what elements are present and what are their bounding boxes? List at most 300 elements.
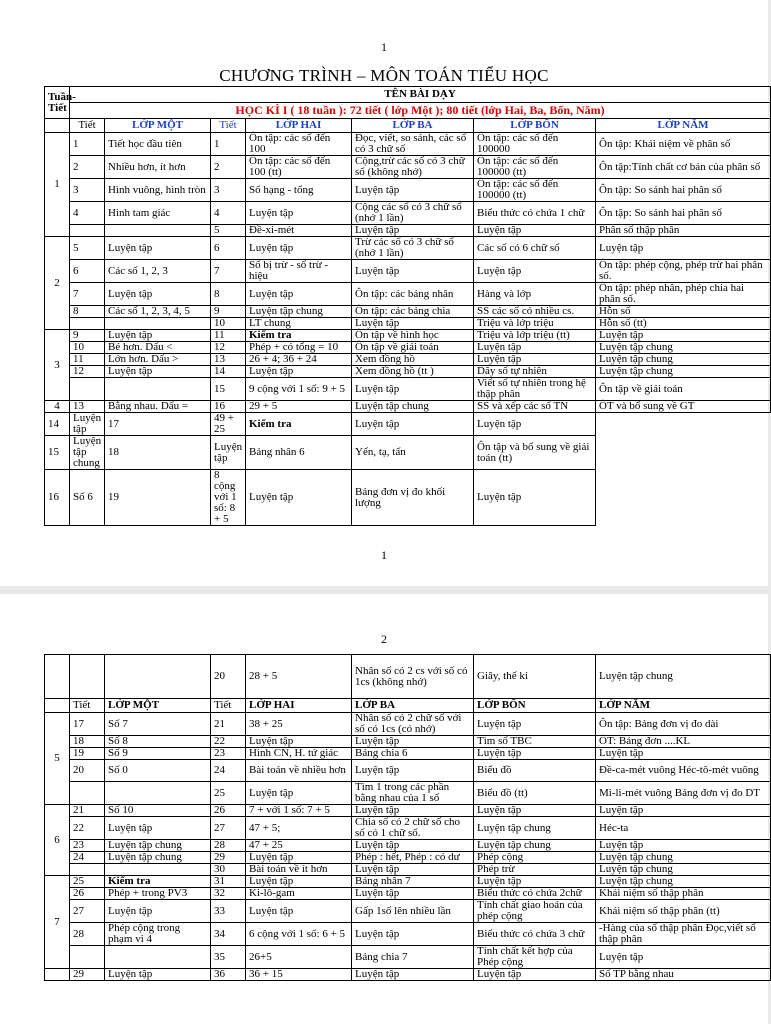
cell-lop-hai: Luyện tập [246, 366, 352, 378]
cell-tiet-2: 16 [211, 401, 246, 413]
cell-lop-hai: 26+5 [246, 946, 352, 969]
cell-lop-nam: Luyện tập [596, 237, 771, 260]
cell-lop-bon: Hàng và lớp [474, 283, 596, 306]
cell-tiet: 12 [70, 366, 105, 378]
cell-lop-nam: Số TP bằng nhau [596, 969, 771, 981]
cell-tiet: 6 [70, 260, 105, 283]
cell-lop-ba: Bảng nhân 6 [246, 436, 352, 470]
header-ten-bai-day: TÊN BÀI DẠY [70, 87, 771, 103]
table-row [45, 864, 771, 876]
cell-tiet: 18 [70, 736, 105, 748]
cell-lop-hai: Ôn tập: các số đến 100 (tt) [246, 156, 352, 179]
cell-lop-hai: 29 + 5 [246, 401, 352, 413]
cell-tiet: 19 [70, 748, 105, 760]
cell-lop-ba: Luyện tập [352, 805, 474, 817]
cell-lop-hai: Kiểm tra [246, 330, 352, 342]
table-row [45, 852, 771, 864]
table-row [45, 306, 771, 318]
cell-lop-nam: -Hàng của số thập phân Đọc,viết số thập phân [596, 923, 771, 946]
cell-tiet-2: 6 [211, 237, 246, 260]
cell-tiet-2: 25 [211, 782, 246, 805]
cell-lop-hai: Luyện tập [246, 283, 352, 306]
cell-lop-hai: Luyện tập [246, 876, 352, 888]
header-lop-ba: LỚP BA [352, 119, 474, 133]
table-row [45, 760, 771, 782]
cell-lop-hai: Ôn tập: các số đến 100 [246, 133, 352, 156]
cell-lop-mot: Lớn hơn. Dấu > [105, 354, 211, 366]
cell-lop-nam: Luyện tập chung [596, 366, 771, 378]
cell-lop-ba: Xem đồng hồ (tt ) [352, 366, 474, 378]
cell-lop-nam: Phân số thập phân [596, 225, 771, 237]
cell-tiet: 26 [70, 888, 105, 900]
cell-lop-ba: Nhân số có 2 cs với số có 1cs (không nhớ) [352, 655, 474, 699]
cell-lop-ba: Xem đồng hồ [352, 354, 474, 366]
cell-lop-nam: Luyện tập [596, 805, 771, 817]
header-lop-nam: LỚP NĂM [596, 119, 771, 133]
semester-heading: HỌC KÌ I ( 18 tuần ): 72 tiết ( lớp Một ); 80 tiết (lớp Hai, Ba, Bốn, Năm) [70, 103, 771, 119]
cell-lop-mot: Phép + trong PV3 [105, 888, 211, 900]
cell-tiet-2: 26 [211, 805, 246, 817]
cell-lop-bon: Các số có 6 chữ số [474, 237, 596, 260]
cell-tiet-2: 33 [211, 900, 246, 923]
cell-lop-nam: Luyện tập [596, 748, 771, 760]
table-row [45, 900, 771, 923]
cell-lop-ba: Ôn tập: các bảng chia [352, 306, 474, 318]
cell-lop-bon: Luyện tập [474, 748, 596, 760]
table-row [45, 225, 771, 237]
cell-lop-mot: Luyện tập chung [105, 840, 211, 852]
cell-tiet-2: 13 [211, 354, 246, 366]
cell-lop-mot [105, 782, 211, 805]
cell-tiet-2: 20 [211, 655, 246, 699]
cell-lop-nam: Ôn tập: Khái niệm về phân số [596, 133, 771, 156]
cell-lop-nam: Luyện tập chung [596, 876, 771, 888]
cell-lop-nam: Ôn tập: phép cộng, phép trừ hai phân số. [596, 260, 771, 283]
cell-lop-bon: Luyện tập [474, 969, 596, 981]
cell-lop-ba: Luyện tập [352, 864, 474, 876]
cell-tiet-2: 35 [211, 946, 246, 969]
cell-lop-ba: Luyện tập [352, 888, 474, 900]
cell-lop-mot: Số 10 [105, 805, 211, 817]
table-row [45, 436, 771, 470]
cell-tiet: 4 [70, 202, 105, 225]
cell-lop-hai: Luyện tập [246, 852, 352, 864]
cell-lop-bon: Giây, thế kỉ [474, 655, 596, 699]
cell-lop-hai: Số hạng - tổng [246, 179, 352, 202]
cell-tuan: 7 [45, 876, 70, 969]
cell-lop-nam: Luyện tập chung [596, 342, 771, 354]
cell-tiet: 1 [70, 133, 105, 156]
cell-tiet: 10 [70, 342, 105, 354]
cell-lop-ba: Bảng chia 7 [352, 946, 474, 969]
cell-lop-bon: Luyện tập [474, 805, 596, 817]
cell-lop-hai: 47 + 5; [246, 817, 352, 840]
curriculum-table-2 [44, 654, 771, 981]
header-lop-mot: LỚP MỘT [105, 699, 211, 713]
cell-lop-mot: Luyện tập chung [70, 436, 105, 470]
cell-lop-ba: Cộng các số có 3 chữ số (nhớ 1 lần) [352, 202, 474, 225]
table-row [45, 888, 771, 900]
cell-lop-ba: Ôn tập: các bảng nhân [352, 283, 474, 306]
cell-lop-bon: Ôn tập: các số đến 100000 (tt) [474, 179, 596, 202]
cell-lop-nam: Ôn tập: So sánh hai phân số [596, 202, 771, 225]
cell-lop-mot [105, 225, 211, 237]
cell-lop-bon: Luyện tập chung [474, 817, 596, 840]
cell-lop-bon: Tính chất giao hoán của phép cộng [474, 900, 596, 923]
cell-tiet-2: 15 [211, 378, 246, 401]
header-tuan-tiet: Tuần-Tiết [45, 87, 70, 119]
cell-lop-bon: Phép cộng [474, 852, 596, 864]
table-row [45, 782, 771, 805]
cell-tiet: 25 [70, 876, 105, 888]
cell-lop-bon: Luyện tập [474, 342, 596, 354]
cell-lop-mot: Tiết học đầu tiên [105, 133, 211, 156]
cell-lop-nam: ÔT: Bảng đơn ....KL [596, 736, 771, 748]
cell-tiet-2: 23 [211, 748, 246, 760]
cell-lop-ba: Luyện tập [352, 840, 474, 852]
page-number-bottom: 1 [381, 548, 387, 562]
cell-lop-nam: Hỗn số (tt) [596, 318, 771, 330]
cell-lop-nam: Ôn tập: phép nhân, phép chia hai phân số. [596, 283, 771, 306]
cell-lop-bon: Luyện tập [474, 713, 596, 736]
cell-lop-nam: Hỗn số [596, 306, 771, 318]
cell-lop-nam: Luyện tập [596, 946, 771, 969]
table-row [45, 133, 771, 156]
cell-lop-bon: Biểu thức có chứa 2chữ [474, 888, 596, 900]
cell-tiet-2: 5 [211, 225, 246, 237]
cell-lop-hai: 38 + 25 [246, 713, 352, 736]
cell-lop-ba: Luyện tập [352, 318, 474, 330]
cell-tiet: 27 [70, 900, 105, 923]
cell-lop-bon: Yến, tạ, tấn [352, 436, 474, 470]
cell-lop-bon: Luyện tập [474, 876, 596, 888]
cell-lop-nam: Luyện tập chung [596, 655, 771, 699]
table-row [45, 805, 771, 817]
cell-lop-ba: Kiểm tra [246, 413, 352, 436]
cell-lop-ba: Luyện tập [352, 378, 474, 401]
cell-tiet [70, 225, 105, 237]
cell-lop-bon: Biểu đồ (tt) [474, 782, 596, 805]
cell-lop-hai: 28 + 5 [246, 655, 352, 699]
header-lop-bon: LỚP BỐN [474, 699, 596, 713]
cell-lop-hai: Luyện tập [246, 202, 352, 225]
header-lop-hai: LỚP HAI [246, 119, 352, 133]
cell-tiet-2: 21 [211, 713, 246, 736]
cell-lop-bon: SS các số có nhiều cs. [474, 306, 596, 318]
cell-lop-mot [105, 946, 211, 969]
cell-tiet: 9 [70, 330, 105, 342]
cell-lop-nam: Luyện tập [596, 840, 771, 852]
cell-tiet: 7 [70, 283, 105, 306]
cell-lop-bon: Luyện tập [474, 260, 596, 283]
cell-lop-ba: Luyện tập [352, 760, 474, 782]
cell-lop-ba: Cộng,trừ các số có 3 chữ số (không nhớ) [352, 156, 474, 179]
table-row [45, 366, 771, 378]
cell-tiet: 16 [45, 470, 70, 526]
cell-tiet: 15 [45, 436, 70, 470]
cell-lop-mot: Nhiều hơn, ít hơn [105, 156, 211, 179]
cell-tuan: 5 [45, 713, 70, 805]
cell-tiet: 2 [70, 156, 105, 179]
cell-tuan: 1 [45, 133, 70, 237]
table-row [45, 923, 771, 946]
table-row [45, 283, 771, 306]
cell-tiet [70, 655, 105, 699]
cell-lop-mot [105, 655, 211, 699]
header-lop-bon: LỚP BỐN [474, 119, 596, 133]
cell-lop-hai: 36 + 15 [246, 969, 352, 981]
cell-lop-nam: Luyện tập chung [596, 354, 771, 366]
cell-tiet-2: 36 [211, 969, 246, 981]
cell-lop-nam: Héc-ta [596, 817, 771, 840]
cell-lop-nam: Ôn tập:Tính chất cơ bản của phân số [596, 156, 771, 179]
cell-lop-bon: Biểu đồ [474, 760, 596, 782]
cell-tiet: 17 [70, 713, 105, 736]
cell-lop-mot: Số 7 [105, 713, 211, 736]
cell-tiet-2: 32 [211, 888, 246, 900]
cell-lop-hai: Bài toán về ít hơn [246, 864, 352, 876]
cell-tiet-2: 2 [211, 156, 246, 179]
cell-lop-hai: Luyện tập [246, 736, 352, 748]
table-row [45, 156, 771, 179]
cell-lop-nam: Ôn tập: So sánh hai phân số [596, 179, 771, 202]
table-row [45, 202, 771, 225]
table-row [45, 748, 771, 760]
cell-tiet: 23 [70, 840, 105, 852]
cell-tiet-2: 29 [211, 852, 246, 864]
cell-lop-hai: Số bị trừ - số trừ - hiệu [246, 260, 352, 283]
cell-lop-ba: Gấp 1số lên nhiều lần [352, 900, 474, 923]
cell-lop-bon: Biểu thức có chứa 1 chữ [474, 202, 596, 225]
table-row [45, 354, 771, 366]
cell-lop-mot: Luyện tập [70, 413, 105, 436]
cell-lop-mot: Phép cộng trong phạm vi 4 [105, 923, 211, 946]
cell-lop-ba: Nhân số có 2 chữ số với số có 1cs (có nhớ) [352, 713, 474, 736]
cell-tiet [70, 318, 105, 330]
table-row [45, 969, 771, 981]
cell-lop-bon: Ôn tập: các số đến 100000 (tt) [474, 156, 596, 179]
header-lop-ba: LỚP BA [352, 699, 474, 713]
cell-tuan: 2 [45, 237, 70, 330]
cell-lop-hai: Luyện tập [246, 900, 352, 923]
cell-tiet [70, 782, 105, 805]
cell-tiet-2: 18 [105, 436, 211, 470]
cell-lop-mot: Hình vuông, hình tròn [105, 179, 211, 202]
cell-lop-ba: Ôn tập về giải toán [352, 342, 474, 354]
table-row [45, 318, 771, 330]
table-row [45, 470, 771, 526]
cell-tiet-2: 28 [211, 840, 246, 852]
table-row [45, 378, 771, 401]
header-tiet: Tiết [70, 699, 105, 713]
cell-lop-mot [105, 318, 211, 330]
cell-tiet: 22 [70, 817, 105, 840]
table-row [45, 840, 771, 852]
cell-lop-ba: Luyện tập [352, 736, 474, 748]
cell-lop-mot: Các số 1, 2, 3 [105, 260, 211, 283]
header-lop-hai: LỚP HAI [246, 699, 352, 713]
cell-tiet-2: 7 [211, 260, 246, 283]
cell-lop-nam: ÔT và bổ sung về GT [596, 401, 771, 413]
cell-lop-ba: Luyện tập [246, 470, 352, 526]
cell-lop-bon: Luyện tập chung [474, 840, 596, 852]
cell-lop-hai: Luyện tập chung [246, 306, 352, 318]
cell-lop-hai: Bài toán về nhiều hơn [246, 760, 352, 782]
cell-lop-hai: Ki-lô-gam [246, 888, 352, 900]
cell-lop-hai: 26 + 4; 36 + 24 [246, 354, 352, 366]
cell-tuan: 3 [45, 330, 70, 401]
cell-lop-mot: Luyện tập [105, 237, 211, 260]
cell-tiet [70, 864, 105, 876]
cell-lop-bon: Bảng đơn vị đo khối lượng [352, 470, 474, 526]
cell-lop-ba: Luyện tập [352, 179, 474, 202]
cell-lop-mot: Luyện tập [105, 817, 211, 840]
cell-lop-hai: Luyện tập [211, 436, 246, 470]
cell-tiet: 3 [70, 179, 105, 202]
cell-tiet-2: 3 [211, 179, 246, 202]
cell-tiet [70, 378, 105, 401]
cell-lop-nam: Ôn tập: Bảng đơn vị đo dài [596, 713, 771, 736]
cell-tiet: 20 [70, 760, 105, 782]
cell-lop-mot: Luyện tập [105, 900, 211, 923]
cell-lop-nam: Luyện tập chung [596, 852, 771, 864]
cell-lop-bon: Tính chất kết hợp của Phép cộng [474, 946, 596, 969]
cell-lop-bon: Luyện tập [474, 354, 596, 366]
cell-lop-mot: Kiểm tra [105, 876, 211, 888]
cell-lop-mot: Luyện tập [105, 969, 211, 981]
cell-lop-nam: Đề-ca-mét vuông Héc-tô-mét vuông [596, 760, 771, 782]
cell-lop-nam: Luyện tập chung [596, 864, 771, 876]
cell-tiet: 29 [70, 969, 105, 981]
curriculum-table-1 [44, 86, 771, 526]
cell-lop-mot: Số 9 [105, 748, 211, 760]
cell-tiet-2: 14 [211, 366, 246, 378]
cell-tiet-2: 17 [105, 413, 211, 436]
cell-lop-hai: Phép + có tổng = 10 [246, 342, 352, 354]
cell-lop-hai: Luyện tập [246, 782, 352, 805]
cell-lop-mot: Số 6 [70, 470, 105, 526]
table-row [45, 342, 771, 354]
cell-lop-mot: Bé hơn. Dấu < [105, 342, 211, 354]
header-lop-mot: LỚP MỘT [105, 119, 211, 133]
cell-tuan: 6 [45, 805, 70, 876]
cell-lop-bon: Triệu và lớp triệu [474, 318, 596, 330]
cell-lop-mot [105, 378, 211, 401]
cell-lop-bon: Triệu và lớp triệu (tt) [474, 330, 596, 342]
cell-lop-ba: Bảng chia 6 [352, 748, 474, 760]
cell-tiet: 14 [45, 413, 70, 436]
cell-lop-ba: Chia số có 2 chữ số cho số có 1 chữ số. [352, 817, 474, 840]
cell-lop-nam: Luyện tập [474, 470, 596, 526]
cell-lop-ba: Đọc, viết, so sánh, các số có 3 chữ số [352, 133, 474, 156]
cell-tiet-2: 8 [211, 283, 246, 306]
cell-lop-ba: Luyện tập [352, 969, 474, 981]
cell-lop-hai: LT chung [246, 318, 352, 330]
cell-tiet-2: 9 [211, 306, 246, 318]
cell-lop-hai: Đề-xi-mét [246, 225, 352, 237]
cell-lop-ba: Tìm 1 trong các phần bằng nhau của 1 số [352, 782, 474, 805]
cell-lop-bon: Phép trừ [474, 864, 596, 876]
table-row [45, 876, 771, 888]
cell-tuan: 4 [45, 401, 70, 413]
cell-tiet: 13 [70, 401, 105, 413]
cell-tiet-2: 34 [211, 923, 246, 946]
cell-lop-hai: Luyện tập [246, 237, 352, 260]
cell-lop-ba: Luyện tập chung [352, 401, 474, 413]
cell-lop-mot [105, 864, 211, 876]
page-number-top-2: 2 [381, 632, 387, 646]
header-tiet: Tiết [70, 119, 105, 133]
cell-lop-mot: Luyện tập [105, 283, 211, 306]
table-row [45, 736, 771, 748]
cell-lop-hai: 7 + với 1 số: 7 + 5 [246, 805, 352, 817]
cell-lop-bon: Biểu thức có chứa 3 chữ [474, 923, 596, 946]
table-row [45, 179, 771, 202]
cell-tiet: 8 [70, 306, 105, 318]
cell-tiet-2: 19 [105, 470, 211, 526]
cell-lop-hai: Hình CN, H. tứ giác [246, 748, 352, 760]
cell-tiet: 11 [70, 354, 105, 366]
cell-tiet: 21 [70, 805, 105, 817]
cell-lop-ba: Trừ các số có 3 chữ số (nhớ 1 lần) [352, 237, 474, 260]
table-row [45, 817, 771, 840]
cell-lop-nam: Ôn tập và bổ sung về giải toán (tt) [474, 436, 596, 470]
cell-tuan [45, 969, 70, 981]
cell-lop-mot: Số 8 [105, 736, 211, 748]
cell-lop-mot: Luyện tập chung [105, 852, 211, 864]
cell-tiet [70, 946, 105, 969]
cell-lop-hai: 47 + 25 [246, 840, 352, 852]
cell-lop-nam: Luyện tập [596, 330, 771, 342]
cell-tiet-2: 24 [211, 760, 246, 782]
cell-lop-ba: Luyện tập [352, 260, 474, 283]
cell-lop-mot: Các số 1, 2, 3, 4, 5 [105, 306, 211, 318]
cell-lop-ba: Luyện tập [352, 923, 474, 946]
table-row [45, 713, 771, 736]
header-tiet-2: Tiết [211, 119, 246, 133]
cell-lop-ba: Luyện tập [352, 225, 474, 237]
cell-lop-bon: Dãy số tự nhiên [474, 366, 596, 378]
cell-lop-mot: Bằng nhau. Dấu = [105, 401, 211, 413]
cell-lop-bon: Viết số tự nhiên trong hệ thập phân [474, 378, 596, 401]
cell-lop-bon: SS và xếp các số TN [474, 401, 596, 413]
cell-tiet-2: 10 [211, 318, 246, 330]
cell-tiet-2: 12 [211, 342, 246, 354]
cell-lop-ba: Ôn tập về hình học [352, 330, 474, 342]
cell-lop-bon: Ôn tập: các số đến 100000 [474, 133, 596, 156]
table-row [45, 260, 771, 283]
cell-lop-mot: Hình tam giác [105, 202, 211, 225]
cell-tiet-2: 4 [211, 202, 246, 225]
cell-tiet-2: 11 [211, 330, 246, 342]
table-row [45, 401, 771, 413]
cell-lop-nam: Luyện tập [474, 413, 596, 436]
cell-tiet: 5 [70, 237, 105, 260]
header-tiet-2: Tiết [211, 699, 246, 713]
cell-lop-ba: Phép : hết, Phép : có dư [352, 852, 474, 864]
cell-tiet-2: 30 [211, 864, 246, 876]
cell-lop-mot: Luyện tập [105, 366, 211, 378]
cell-tiet: 24 [70, 852, 105, 864]
cell-lop-nam: Ôn tập về giải toán [596, 378, 771, 401]
page-number-top: 1 [381, 40, 387, 54]
cell-lop-hai: 49 + 25 [211, 413, 246, 436]
document-title: CHƯƠNG TRÌNH – MÔN TOÁN TIỂU HỌC [219, 66, 549, 85]
cell-tiet-2: 22 [211, 736, 246, 748]
cell-lop-mot: Luyện tập [105, 330, 211, 342]
cell-tiet-2: 31 [211, 876, 246, 888]
header-lop-nam: LỚP NĂM [596, 699, 771, 713]
